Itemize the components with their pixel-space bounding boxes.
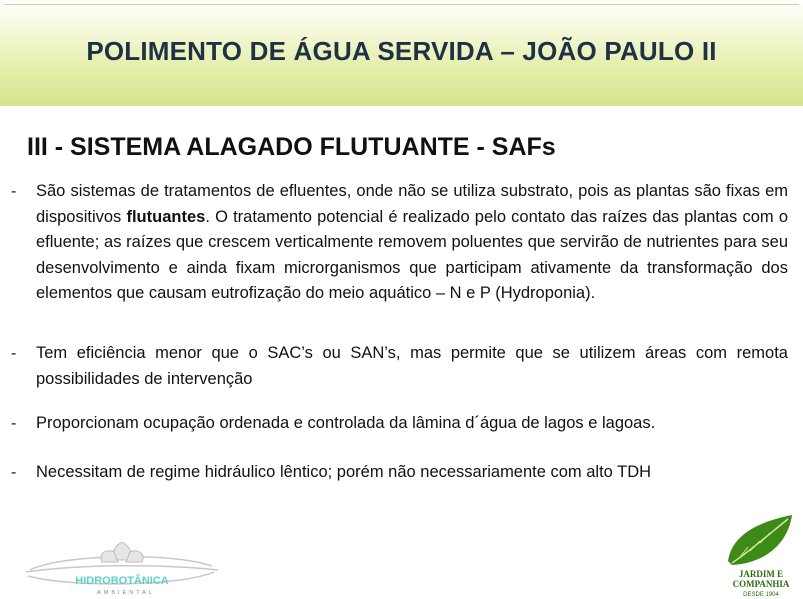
bullet-text-part: São sistemas de tratamentos de efluentes, onde não se utiliza substrato, pois as plantas são fixas em dispositivos [36, 182, 788, 226]
bullet-text [36, 179, 788, 307]
jardim-companhia-logo [722, 513, 800, 599]
title-band-border [4, 4, 799, 5]
bullet-marker: - [11, 415, 17, 432]
leaf-icon [728, 515, 792, 565]
page-title: POLIMENTO DE ÁGUA SERVIDA – JOÃO PAULO II [86, 36, 717, 66]
bullet-text-part: . O tratamento potencial é realizado pelo contato das raízes das plantas com o efluente; as raízes que crescem verticalmente removem poluentes que servirão de nutrientes para seu desenvolvimento e ainda fixam microrganismos que participam ativamente da transformação dos elementos que causam eutrofização do meio aquático – N e P (Hydroponia). [36, 207, 788, 302]
section-heading: III - SISTEMA ALAGADO FLUTUANTE - SAFs [27, 133, 556, 161]
title-band [0, 0, 803, 106]
bullet-marker: - [11, 345, 17, 362]
logo-left-sub: AMBIENTAL [97, 590, 155, 596]
logo-right-line2: COMPANHIA [732, 579, 790, 589]
bullet-marker: - [11, 464, 17, 481]
hidrobotanica-logo [22, 542, 222, 597]
bullet-bold-word: flutuantes [126, 207, 206, 226]
bullet-text: Proporcionam ocupação ordenada e controlada da lâmina d´água de lagos e lagoas. [36, 414, 656, 432]
logo-left-name: HIDROBOTÂNICA [75, 575, 169, 587]
bullet-text: Tem eficiência menor que o SAC’s ou SAN’s, mas permite que se utilizem áreas com remota possibilidades de intervenção [36, 344, 788, 388]
logo-right-line1: JARDIM E [738, 569, 784, 579]
logo-right-line3: DESDE 1904 [743, 592, 779, 598]
bullet-text: Necessitam de regime hidráulico lêntico; porém não necessariamente com alto TDH [36, 463, 652, 481]
bullet-marker: - [11, 183, 17, 200]
